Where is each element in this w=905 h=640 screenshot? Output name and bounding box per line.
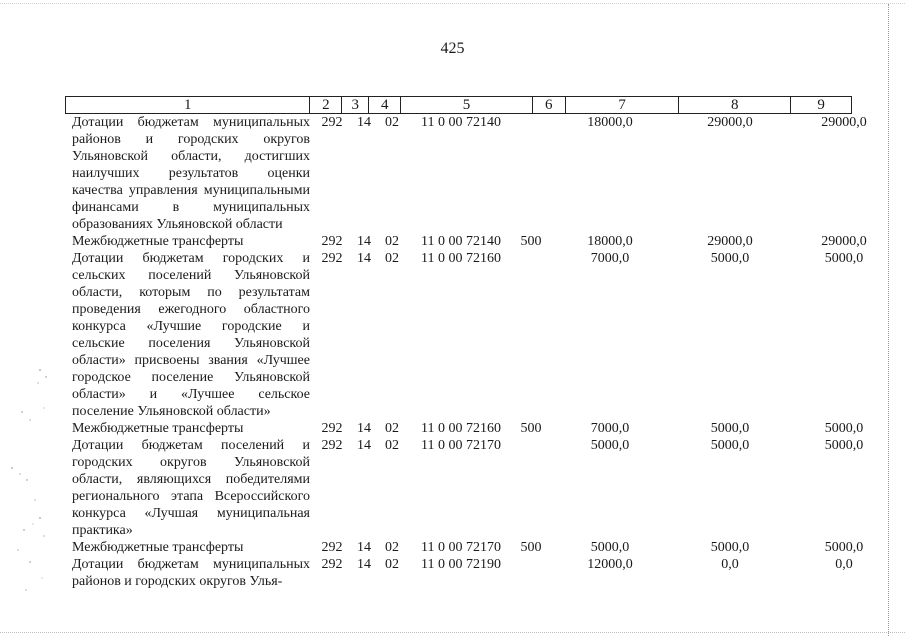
- header-col-1: 1: [66, 97, 310, 113]
- header-col-6: 6: [533, 97, 566, 113]
- row-name: Дотации бюджетам городских и сельских поселений Ульяновской области, которым по результатам проведения ежегодного областного конкурса «Лучшие городские и сельские поселения Ульяновской области» присвоены звания «Лучшее городское поселение Ульяновской области» и «Лучшее сельское поселение Ульяновской области»: [72, 251, 310, 419]
- col-3: 14: [357, 234, 371, 249]
- col-8: 5000,0: [710, 438, 750, 453]
- col-2: 292: [321, 540, 343, 555]
- col-3: 14: [357, 115, 371, 130]
- scan-noise: [0, 350, 70, 610]
- col-3: 14: [357, 251, 371, 266]
- col-2: 292: [321, 421, 343, 436]
- col-7: 18000,0: [587, 115, 633, 130]
- col-4: 02: [385, 115, 399, 130]
- header-col-4: 4: [369, 97, 401, 113]
- table-body: [0, 114, 905, 590]
- scan-top-edge: [0, 3, 905, 4]
- row-name: Дотации бюджетам муниципальных районов и городских округов Улья-: [72, 557, 310, 589]
- row-name: Межбюджетные трансферты: [72, 234, 244, 249]
- row-name: Межбюджетные трансферты: [72, 540, 244, 555]
- col-5: 11 0 00 72160: [421, 251, 501, 266]
- col-4: 02: [385, 251, 399, 266]
- col-3: 14: [357, 540, 371, 555]
- col-2: 292: [321, 234, 343, 249]
- col-2: 292: [321, 251, 343, 266]
- header-col-3: 3: [342, 97, 369, 113]
- table-header: [65, 96, 852, 114]
- col-9: 29000,0: [821, 115, 867, 130]
- scan-bottom-edge: [0, 632, 905, 633]
- col-3: 14: [357, 557, 371, 572]
- col-5: 11 0 00 72190: [421, 557, 501, 572]
- table-row: [0, 250, 905, 420]
- row-name: Дотации бюджетам поселений и городских округов Ульяновской области, являющихся победителями регионального этапа Всероссийского конкурса «Лучшая муниципальная практика»: [72, 438, 310, 538]
- col-6: 500: [520, 234, 542, 249]
- table-row: [0, 420, 905, 437]
- col-3: 14: [357, 438, 371, 453]
- col-7: 7000,0: [590, 251, 630, 266]
- col-5: 11 0 00 72170: [421, 540, 501, 555]
- table-row: [0, 437, 905, 539]
- header-col-9: 9: [817, 97, 825, 113]
- col-9: 29000,0: [821, 234, 867, 249]
- col-2: 292: [321, 115, 343, 130]
- col-5: 11 0 00 72160: [421, 421, 501, 436]
- col-9: 5000,0: [824, 251, 864, 266]
- col-7: 5000,0: [590, 438, 630, 453]
- col-4: 02: [385, 234, 399, 249]
- col-7: 12000,0: [587, 557, 633, 572]
- col-8: 5000,0: [710, 421, 750, 436]
- col-6: 500: [520, 540, 542, 555]
- col-5: 11 0 00 72140: [421, 115, 501, 130]
- table-row: [0, 114, 905, 233]
- col-2: 292: [321, 557, 343, 572]
- col-9: 5000,0: [824, 438, 864, 453]
- header-col-8: 8: [679, 97, 791, 113]
- col-4: 02: [385, 540, 399, 555]
- header-col-5: 5: [401, 97, 533, 113]
- col-8: 0,0: [721, 557, 739, 572]
- header-col-7: 7: [566, 97, 680, 113]
- col-7: 7000,0: [590, 421, 630, 436]
- page-number: 425: [440, 40, 465, 57]
- col-4: 02: [385, 438, 399, 453]
- table-row: [0, 556, 905, 590]
- row-name: Дотации бюджетам муниципальных районов и городских округов Ульяновской области, достигших наилучших результатов оценки качества управления муниципальными финансами в муниципальных образованиях Ульяновской области: [72, 115, 310, 232]
- col-4: 02: [385, 421, 399, 436]
- col-8: 5000,0: [710, 251, 750, 266]
- table-row: [0, 233, 905, 250]
- col-8: 5000,0: [710, 540, 750, 555]
- col-3: 14: [357, 421, 371, 436]
- col-5: 11 0 00 72170: [421, 438, 501, 453]
- col-7: 18000,0: [587, 234, 633, 249]
- col-6: 500: [520, 421, 542, 436]
- col-8: 29000,0: [707, 115, 753, 130]
- col-2: 292: [321, 438, 343, 453]
- col-8: 29000,0: [707, 234, 753, 249]
- col-7: 5000,0: [590, 540, 630, 555]
- col-9: 0,0: [835, 557, 853, 572]
- col-9: 5000,0: [824, 421, 864, 436]
- col-9: 5000,0: [824, 540, 864, 555]
- table-row: [0, 539, 905, 556]
- col-5: 11 0 00 72140: [421, 234, 501, 249]
- row-name: Межбюджетные трансферты: [72, 421, 244, 436]
- col-4: 02: [385, 557, 399, 572]
- header-col-2: 2: [310, 97, 342, 113]
